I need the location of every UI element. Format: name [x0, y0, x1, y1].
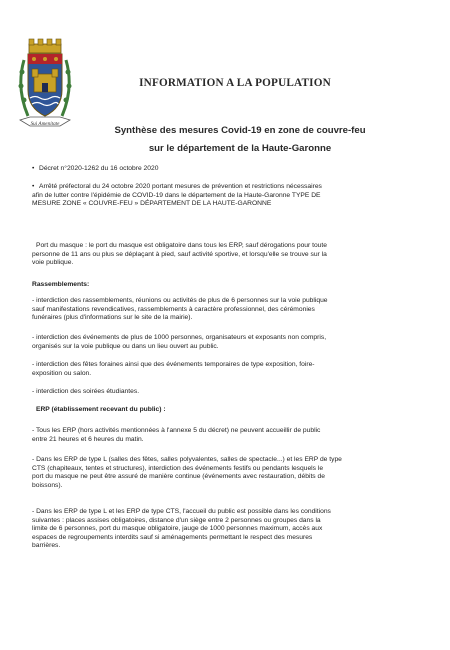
- item-line: exposition ou salon.: [32, 369, 92, 377]
- crest-motto: Sui Amenitate: [30, 121, 60, 127]
- item-line: - interdiction des soirées étudiantes.: [32, 388, 140, 395]
- masque-line: personne de 11 ans ou plus se déplaçant à pied, sauf activité sportive, et lorsqu'elle se trouve sur la: [32, 250, 327, 258]
- bullet-dot: •: [32, 183, 35, 190]
- bullet-arrete: [32, 183, 420, 209]
- item-line: barrières.: [32, 542, 61, 550]
- item-line: CTS (chapiteaux, tentes et structures), interdiction des événements festifs ou pendants lesquels le: [32, 464, 324, 472]
- coat-of-arms-logo: [16, 38, 74, 133]
- item-line: - interdiction des rassemblements, réunions ou activités de plus de 6 personnes sur la voie publique: [32, 297, 328, 304]
- subtitle-line-2: sur le département de la Haute-Garonne: [148, 143, 332, 154]
- item-line: organisés sur la voie publique ou dans un lieu ouvert au public.: [32, 342, 219, 350]
- item-line: boissons).: [32, 481, 63, 489]
- masque-paragraph: [32, 242, 420, 268]
- item-line: espaces de regroupements interdits sauf si aménagements permettant le respect des mesures: [32, 533, 313, 541]
- subtitle-line-1: Synthèse des mesures Covid-19 en zone de couvre-feu: [114, 125, 366, 136]
- masque-line: Port du masque : le port du masque est obligatoire dans tous les ERP, sauf dérogations pour toute: [36, 242, 327, 249]
- item-line: port du masque ne peut être assuré de manière continue (événements avec restauration, débits de: [32, 473, 325, 481]
- section-heading: Rassemblements:: [32, 281, 90, 288]
- erp-item: [32, 508, 420, 551]
- page-title: INFORMATION A LA POPULATION: [139, 77, 331, 89]
- arrete-line: afin de lutter contre l'épidémie de COVID-19 dans le département de la Haute-Garonne TYPE DE: [32, 191, 321, 199]
- bullet-dot: •: [32, 165, 35, 172]
- rassemblements-heading: [32, 281, 420, 290]
- erp-item: [32, 427, 420, 444]
- rassemblements-item: [32, 297, 420, 323]
- rassemblements-item: [32, 361, 420, 378]
- item-line: - interdiction des événements de plus de 1000 personnes, organisateurs et exposants non compris,: [32, 334, 327, 341]
- item-line: - Dans les ERP de type L (salles des fêtes, salles polyvalentes, salles de spectacle...) et les ERP de type: [32, 456, 342, 463]
- rassemblements-item: [32, 334, 420, 351]
- item-line: entre 21 heures et 6 heures du matin.: [32, 435, 144, 443]
- item-line: funéraires (plus d'informations sur le site de la mairie).: [32, 314, 193, 322]
- arrete-line: MESURE ZONE « COUVRE-FEU » DÉPARTEMENT DE LA HAUTE-GARONNE: [32, 200, 272, 208]
- arrete-line: Arrêté préfectoral du 24 octobre 2020 portant mesures de prévention et restrictions nécessaires: [39, 183, 322, 190]
- item-line: sauf manifestations revendicatives, rassemblements à caractère professionnel, des cérémonies: [32, 305, 315, 313]
- masque-line: voie publique.: [32, 259, 74, 267]
- erp-heading: [32, 406, 420, 415]
- item-line: - interdiction des fêtes foraines ainsi que des événements temporaires de type exposition, foire-: [32, 361, 315, 368]
- item-line: limite de 6 personnes, port du masque obligatoire, jauge de 1000 personnes maximum, accès aux: [32, 525, 323, 533]
- item-line: - Dans les ERP de type L et les ERP de type CTS, l'accueil du public est possible dans les conditions: [32, 508, 331, 515]
- section-heading: ERP (établissement recevant du public) :: [36, 406, 166, 413]
- item-line: - Tous les ERP (hors activités mentionnées à l'annexe 5 du décret) ne peuvent accueillir de public: [32, 427, 321, 434]
- rassemblements-item: [32, 388, 420, 397]
- erp-item: [32, 456, 420, 490]
- item-line: suivantes : places assises obligatoires, distance d'un siège entre 2 personnes ou groupes dans la: [32, 516, 321, 524]
- bullet-decret: Décret n°2020-1262 du 16 octobre 2020: [39, 165, 159, 172]
